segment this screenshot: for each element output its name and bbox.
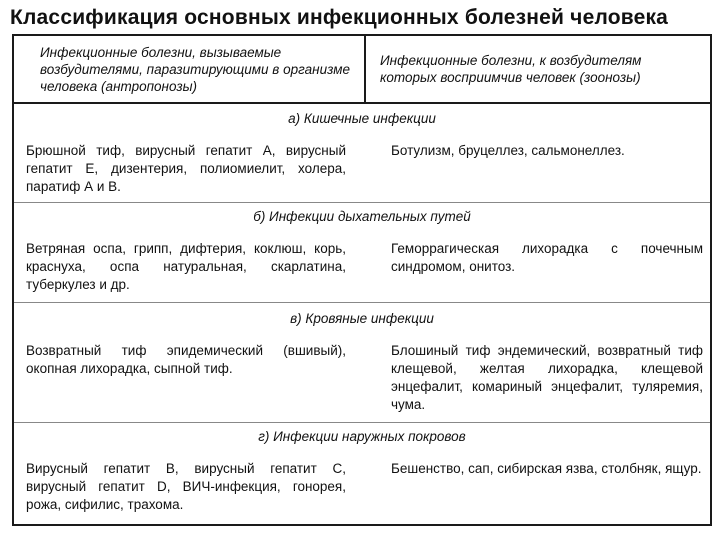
section-divider — [14, 302, 710, 303]
blood-anthroponoses: Возвратный тиф эпидемический (вшивый), окопная лихорадка, сыпной тиф. — [26, 343, 346, 376]
respiratory-zoonoses: Геморрагическая лихорадка с почечным синдромом, онитоз. — [391, 241, 703, 274]
intestinal-zoonoses: Ботулизм, бруцеллез, сальмонеллез. — [391, 143, 625, 158]
section-divider — [14, 422, 710, 423]
integument-zoonoses: Бешенство, сап, сибирская язва, столбняк, ящур. — [391, 461, 702, 476]
section-title-respiratory: б) Инфекции дыхательных путей — [253, 209, 471, 224]
classification-table — [12, 34, 712, 526]
respiratory-anthroponoses: Ветряная оспа, грипп, дифтерия, коклюш, корь, краснуха, оспа натуральная, скарлатина, туберкулез и др. — [26, 241, 346, 292]
section-divider — [14, 202, 710, 203]
section-title-blood: в) Кровяные инфекции — [290, 311, 434, 326]
intestinal-anthroponoses: Брюшной тиф, вирусный гепатит А, вирусный гепатит Е, дизентерия, полиомиелит, холера, паратиф А и В. — [26, 143, 346, 194]
header-anthroponoses — [14, 36, 366, 102]
blood-zoonoses: Блошиный тиф эндемический, возвратный тиф клещевой, желтая лихорадка, клещевой энцефалит, комариный энцефалит, туляремия, чума. — [391, 343, 703, 412]
header-zoonoses — [366, 36, 710, 102]
table-header — [14, 36, 710, 104]
section-title-integument: г) Инфекции наружных покровов — [258, 429, 466, 444]
header-zoonoses-text: Инфекционные болезни, к возбудителям которых восприимчив человек (зоонозы) — [380, 53, 642, 85]
integument-anthroponoses: Вирусный гепатит В, вирусный гепатит С, вирусный гепатит D, ВИЧ-инфекция, гонорея, рожа, сифилис, трахома. — [26, 461, 346, 512]
section-title-intestinal: а) Кишечные инфекции — [288, 111, 436, 126]
page-title: Классификация основных инфекционных болезней человека — [10, 6, 669, 29]
header-anthroponoses-text: Инфекционные болезни, вызываемые возбудителями, паразитирующими в организме человека (антропонозы) — [40, 44, 350, 94]
